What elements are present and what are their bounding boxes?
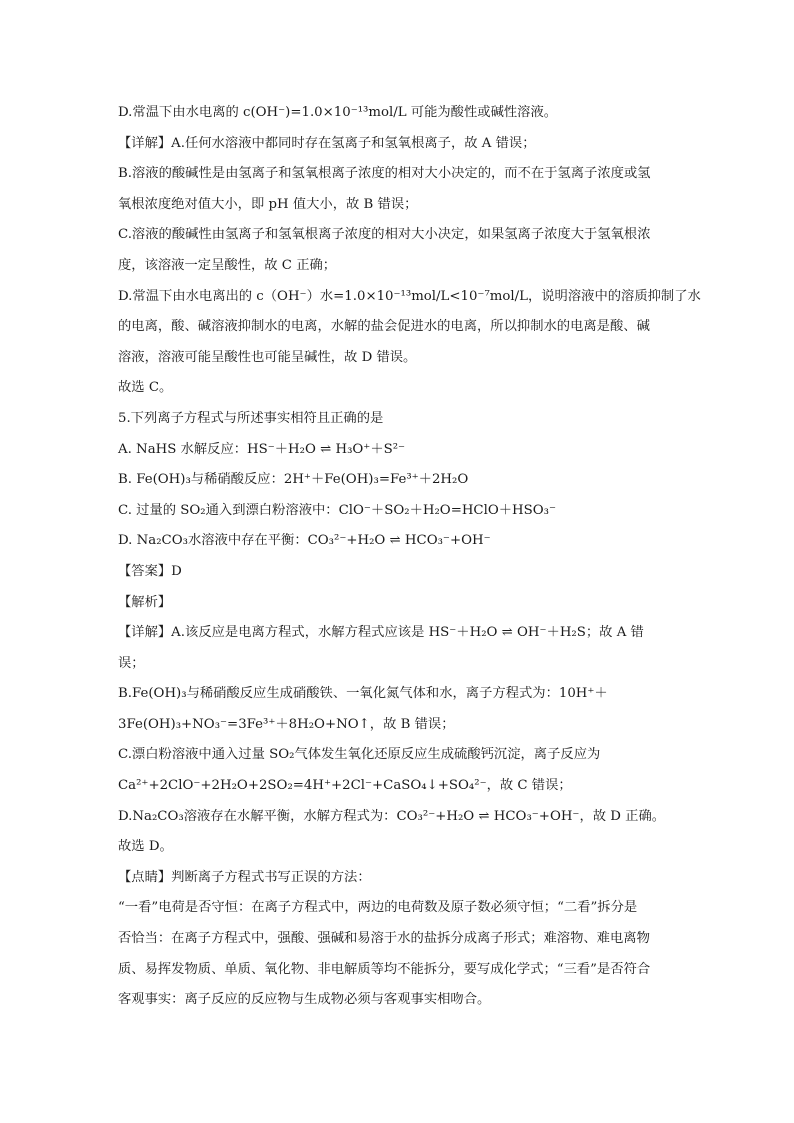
text-line: 氧根浓度绝对值大小，即 pH 值大小，故 B 错误； [118,196,418,212]
answer-line: 【答案】D [118,563,182,579]
text-line: B.Fe(OH)₃与稀硝酸反应生成硝酸铁、一氧化氮气体和水，离子方程式为：10H⁺＋ [118,686,608,702]
option-a: A. NaHS 水解反应：HS⁻＋H₂O ⇌ H₃O⁺＋S²⁻ [118,441,406,457]
text-line: 故选 C。 [118,380,173,396]
text-line: “一看”电荷是否守恒：在离子方程式中，两边的电荷数及原子数必须守恒；“二看”拆分是 [118,900,638,916]
text-line: 故选 D。 [118,839,173,855]
text-line: 【详解】A.该反应是电离方程式，水解方程式应该是 HS⁻＋H₂O ⇌ OH⁻＋H₂S；故 A 错 [118,625,644,641]
option-d: D. Na₂CO₃水溶液中存在平衡：CO₃²⁻+H₂O ⇌ HCO₃⁻+OH⁻ [118,533,491,549]
document-page [118,98,701,1016]
text-line: 否恰当：在离子方程式中，强酸、强碱和易溶于水的盐拆分成离子形式；难溶物、难电离物 [118,931,650,947]
text-line: D.Na₂CO₃溶液存在水解平衡，水解方程式为：CO₃²⁻+H₂O ⇌ HCO₃⁻+OH⁻，故 D 正确。 [118,808,666,824]
text-line: C.漂白粉溶液中通入过量 SO₂气体发生氧化还原反应生成硫酸钙沉淀，离子反应为 [118,747,601,763]
question-title: 5.下列离子方程式与所述事实相符且正确的是 [118,410,384,426]
text-line: 溶液，溶液可能呈酸性也可能呈碱性，故 D 错误。 [118,349,417,365]
option-b: B. Fe(OH)₃与稀硝酸反应：2H⁺＋Fe(OH)₃=Fe³⁺＋2H₂O [118,472,469,488]
text-line: Ca²⁺+2ClO⁻+2H₂O+2SO₂=4H⁺+2Cl⁻+CaSO₄↓+SO₄²⁻，故 C 错误； [118,778,572,794]
text-line: 的电离，酸、碱溶液抑制水的电离，水解的盐会促进水的电离，所以抑制水的电离是酸、碱 [118,319,650,335]
text-line: 【详解】A.任何水溶液中都同时存在氢离子和氢氧根离子，故 A 错误； [118,135,536,151]
text-line: 误； [118,655,145,671]
text-line: 3Fe(OH)₃+NO₃⁻=3Fe³⁺＋8H₂O+NO↑，故 B 错误； [118,716,455,732]
text-line: 客观事实：离子反应的反应物与生成物必须与客观事实相吻合。 [118,992,491,1008]
text-line: C.溶液的酸碱性由氢离子和氢氧根离子浓度的相对大小决定，如果氢离子浓度大于氢氧根浓 [118,227,651,243]
option-c: C. 过量的 SO₂通入到漂白粉溶液中：ClO⁻＋SO₂＋H₂O=HClO＋HSO₃⁻ [118,502,557,518]
text-line: 质、易挥发物质、单质、氧化物、非电解质等均不能拆分，要写成化学式；“三看”是否符合 [118,961,651,977]
tips-heading: 【点睛】判断离子方程式书写正误的方法： [118,869,371,885]
text-line: D.常温下由水电离出的 c（OH⁻）水=1.0×10⁻¹³mol/L<10⁻⁷mol/L，说明溶液中的溶质抑制了水 [118,288,701,304]
text-line: 度，该溶液一定呈酸性，故 C 正确； [118,257,337,273]
analysis-heading: 【解析】 [118,594,172,610]
text-line: D.常温下由水电离的 c(OH⁻)=1.0×10⁻¹³mol/L 可能为酸性或碱性溶液。 [118,105,558,120]
text-line: B.溶液的酸碱性是由氢离子和氢氧根离子浓度的相对大小决定的，而不在于氢离子浓度或氢 [118,166,651,182]
